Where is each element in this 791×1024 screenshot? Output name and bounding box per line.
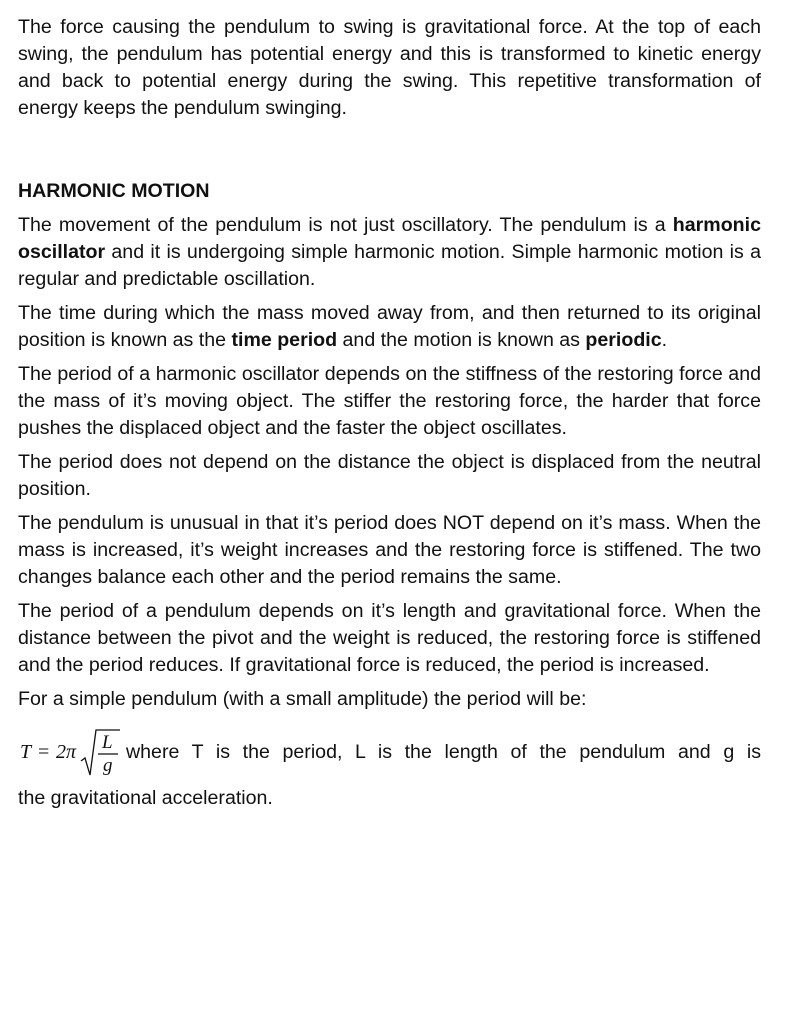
term-periodic: periodic	[585, 329, 662, 351]
term-harmonic-oscillator: harmonic oscillator	[18, 214, 761, 263]
paragraph-mass-independence: The pendulum is unusual in that it’s period does NOT depend on it’s mass. When the mass is increased, it’s weight increases and the restoring force is stiffened. The two changes balance each other and the period remains the same.	[18, 512, 761, 588]
p2-text-e: .	[661, 329, 668, 351]
formula-explanation: where T is the period, L is the length of the pendulum and g is	[126, 741, 761, 763]
paragraph-simple-pendulum: For a simple pendulum (with a small amplitude) the period will be:	[18, 688, 587, 710]
formula-denominator: g	[103, 755, 113, 776]
formula-explanation-tail: the gravitational acceleration.	[18, 787, 273, 809]
formula-lhs: T	[20, 741, 32, 763]
paragraph-stiffness: The period of a harmonic oscillator depends on the stiffness of the restoring force and the mass of it’s moving object. The stiffer the restoring force, the harder that force pushes the displaced object and the faster the object oscillates.	[18, 363, 761, 439]
sqrt-radical	[81, 730, 120, 775]
paragraph-displacement: The period does not depend on the distance the object is displaced from the neutral position.	[18, 451, 761, 500]
formula-row	[18, 727, 761, 779]
formula-equals: =	[38, 741, 50, 763]
section-heading: HARMONIC MOTION	[18, 180, 210, 202]
formula-coefficient: 2π	[56, 741, 77, 763]
term-time-period: time period	[231, 329, 338, 351]
intro-paragraph: The force causing the pendulum to swing is gravitational force. At the top of each swing, the pendulum has potential energy and this is transformed to kinetic energy and back to potential energy during the swing. This repetitive transformation of energy keeps the pendulum swinging.	[18, 16, 761, 119]
p1-text-c: and it is undergoing simple harmonic motion. Simple harmonic motion is a regular and predictable oscillation.	[18, 241, 761, 290]
paragraph-harmonic-oscillator	[18, 212, 761, 293]
paragraph-time-period	[18, 300, 761, 354]
document-page	[18, 14, 761, 812]
p2-text-c: and the motion is known as	[337, 329, 586, 351]
paragraph-length-gravity: The period of a pendulum depends on it’s length and gravitational force. When the distance between the pivot and the weight is reduced, the restoring force is stiffened and the period reduces. If gravitational force is reduced, the period is increased.	[18, 600, 761, 676]
p2-text-a: The time during which the mass moved away from, and then returned to its original position is known as the	[18, 302, 761, 351]
p1-text-a: The movement of the pendulum is not just oscillatory. The pendulum is a	[18, 214, 673, 236]
period-formula	[18, 727, 126, 779]
formula-numerator: L	[102, 732, 113, 753]
